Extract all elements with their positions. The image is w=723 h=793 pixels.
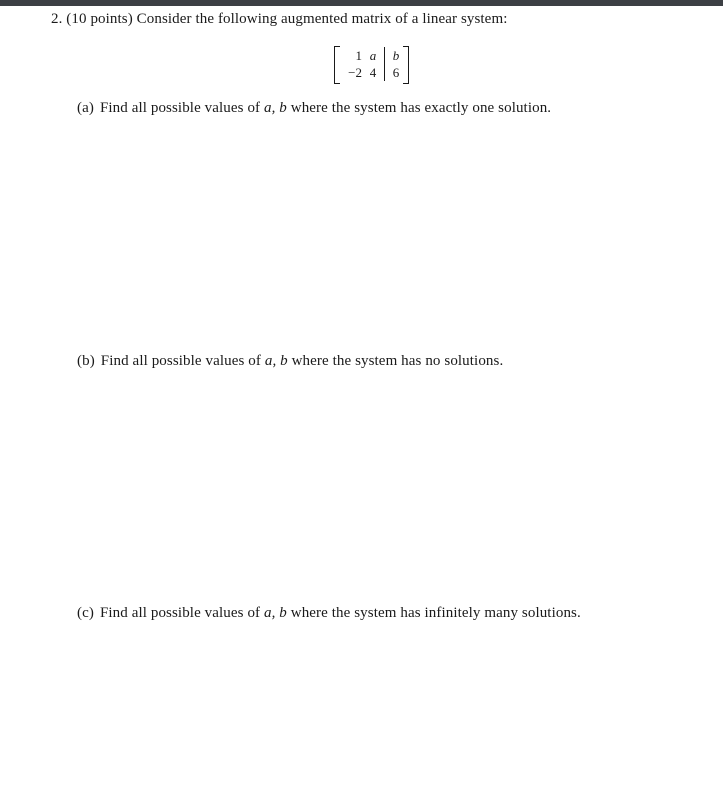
matrix-cell-r1c2: a — [369, 48, 377, 63]
part-b-prompt — [77, 353, 503, 370]
part-b-vars: a, b — [264, 353, 288, 369]
part-b-label: (b) — [77, 353, 95, 369]
matrix-cell-r1c1: 1 — [355, 48, 362, 63]
part-a-text-after: where the system has exactly one solution. — [286, 100, 552, 116]
part-c-vars: a, b — [264, 605, 287, 621]
window-top-bar — [0, 0, 723, 6]
part-c-prompt — [77, 605, 581, 622]
part-b-text-before: Find all possible values of — [100, 353, 265, 369]
matrix-cell-r2c3: 6 — [392, 65, 400, 80]
question-header: 2. (10 points) Consider the following augmented matrix of a linear system: — [51, 11, 508, 27]
part-b-text-after: where the system has no solutions. — [287, 353, 504, 369]
matrix-cell-r2c2: 4 — [369, 65, 377, 80]
part-a-vars: a, b — [264, 100, 287, 116]
part-a-prompt — [77, 100, 551, 117]
augmentation-bar — [384, 47, 385, 81]
part-c-label: (c) — [77, 605, 94, 621]
augmented-matrix — [334, 46, 409, 83]
part-a-label: (a) — [77, 100, 94, 116]
matrix-cell-r1c3: b — [392, 48, 400, 63]
part-c-text-after: where the system has infinitely many solutions. — [286, 605, 581, 621]
matrix-cell-r2c1: −2 — [348, 65, 362, 80]
part-c-text-before: Find all possible values of — [99, 605, 264, 621]
matrix-right-bracket — [403, 46, 409, 84]
part-a-text-before: Find all possible values of — [99, 100, 264, 116]
